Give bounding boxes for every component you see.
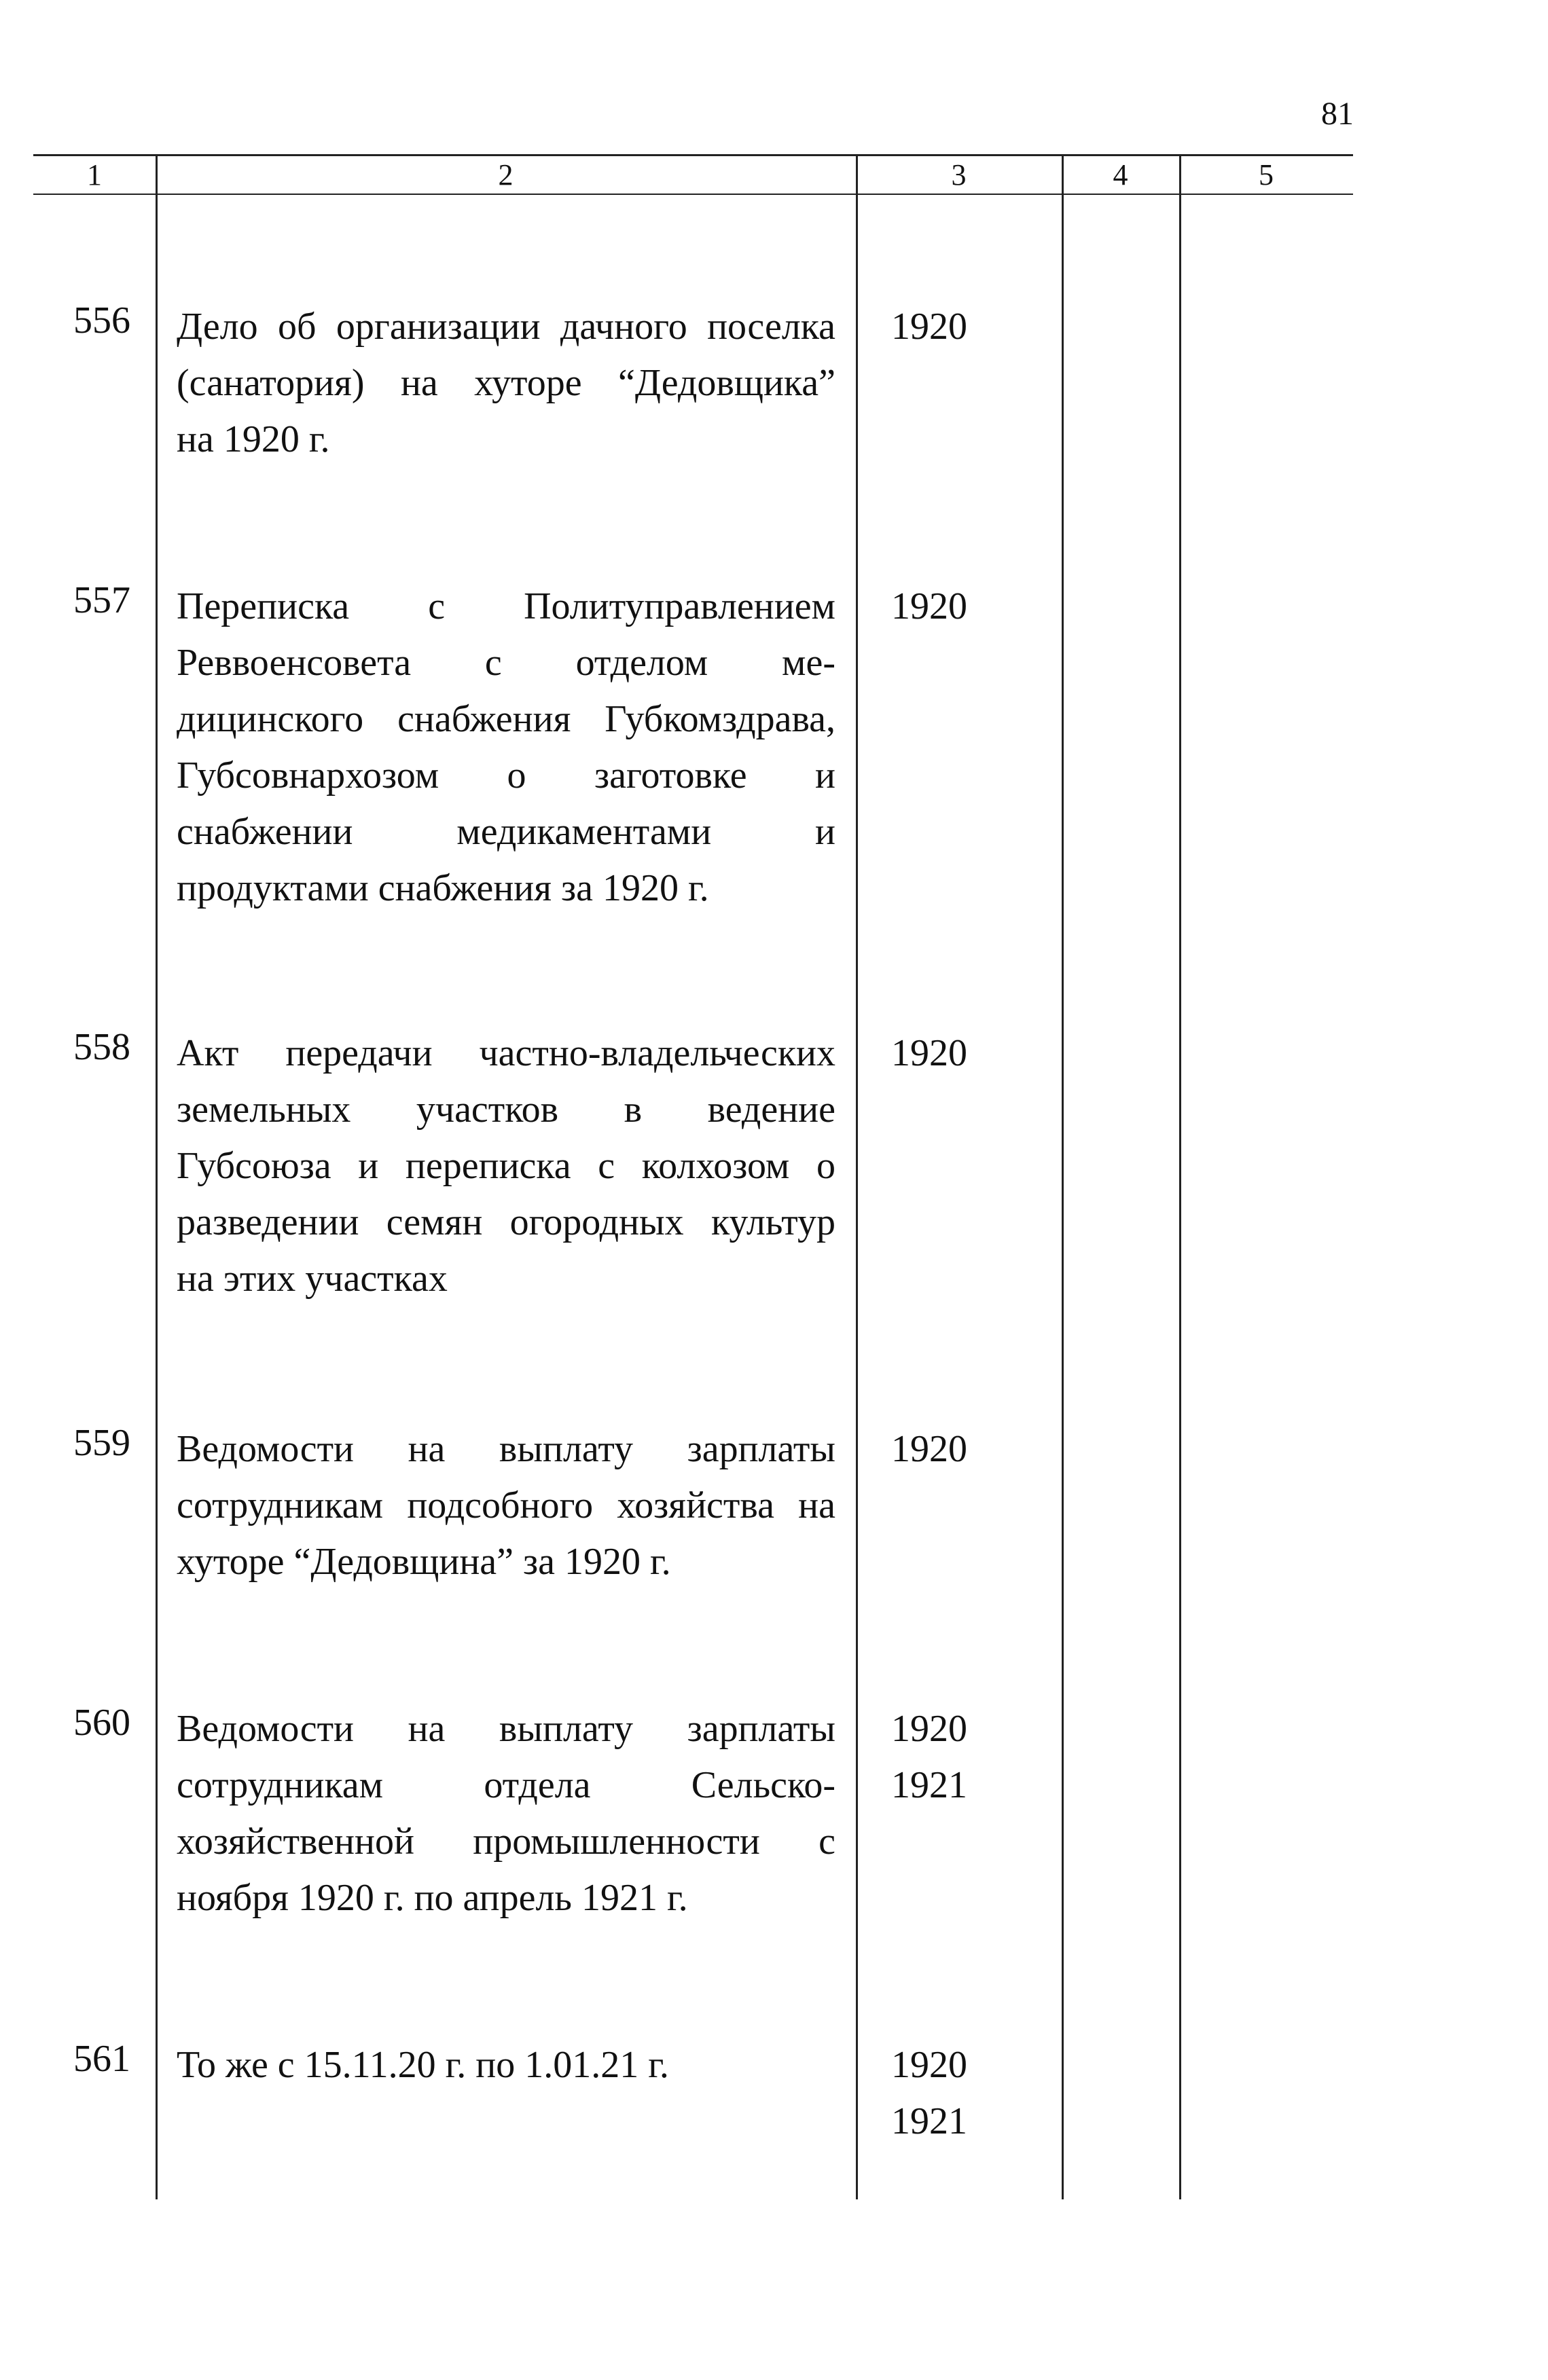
column-header-3: 3	[951, 158, 967, 191]
description-line: Губсовнархозом о заготовке и	[177, 754, 835, 797]
description-line: хуторе “Дедовщина” за 1920 г.	[177, 1541, 671, 1583]
record-description	[177, 1421, 835, 1590]
description-line: хозяйственной промышленности с	[177, 1820, 835, 1863]
description-line: на этих участках	[177, 1258, 448, 1300]
record-years	[891, 1701, 967, 1814]
description-line: Акт передачи частно-владельческих	[177, 1032, 835, 1074]
description-line: на 1920 г.	[177, 418, 330, 460]
column-divider	[1062, 154, 1064, 2199]
header-top-rule	[33, 154, 1353, 156]
year: 1920	[891, 585, 967, 627]
column-header-5: 5	[1259, 158, 1274, 191]
record-years	[891, 1025, 967, 1082]
record-years	[891, 579, 967, 635]
description-line: дицинского снабжения Губкомздрава,	[177, 698, 835, 740]
header-bottom-rule	[33, 194, 1353, 195]
description-line: (санатория) на хуторе “Дедовщика”	[177, 362, 835, 404]
column-header-1: 1	[87, 158, 102, 191]
record-description	[177, 579, 835, 917]
description-line: сотрудникам подсобного хозяйства на	[177, 1484, 835, 1526]
column-divider	[856, 154, 858, 2199]
record-number: 561	[73, 2038, 130, 2080]
description-line: разведении семян огородных культур	[177, 1201, 835, 1243]
record-description	[177, 299, 835, 468]
record-years	[891, 1421, 967, 1478]
description-line: Реввоенсовета с отделом ме-	[177, 642, 835, 684]
record-number: 556	[73, 299, 130, 342]
year: 1920	[891, 306, 967, 348]
description-line: сотрудникам отдела Сельско-	[177, 1764, 835, 1806]
column-divider	[1179, 154, 1181, 2199]
description-line: То же с 15.11.20 г. по 1.01.21 г.	[177, 2044, 669, 2086]
description-line: продуктами снабжения за 1920 г.	[177, 867, 709, 909]
column-divider	[156, 154, 158, 2199]
record-number: 558	[73, 1026, 130, 1068]
record-years	[891, 299, 967, 355]
description-line: снабжении медикаментами и	[177, 811, 835, 853]
record-description	[177, 1701, 835, 1926]
record-number: 557	[73, 579, 130, 621]
description-line: Дело об организации дачного поселка	[177, 306, 835, 348]
page-number: 81	[1321, 96, 1354, 132]
description-line: земельных участков в ведение	[177, 1088, 835, 1131]
description-line: Ведомости на выплату зарплаты	[177, 1708, 835, 1750]
description-line: Ведомости на выплату зарплаты	[177, 1428, 835, 1470]
record-number: 559	[73, 1422, 130, 1464]
column-header-2: 2	[498, 158, 514, 191]
year: 1921	[891, 1764, 967, 1806]
year: 1921	[891, 2100, 967, 2142]
record-years	[891, 2037, 967, 2150]
record-description	[177, 1025, 835, 1307]
description-line: Губсоюза и переписка с колхозом о	[177, 1145, 835, 1187]
record-description	[177, 2037, 835, 2093]
column-header-4: 4	[1113, 158, 1128, 191]
year: 1920	[891, 1708, 967, 1750]
year: 1920	[891, 1428, 967, 1470]
year: 1920	[891, 1032, 967, 1074]
record-number: 560	[73, 1702, 130, 1744]
description-line: Переписка с Политуправлением	[177, 585, 835, 627]
description-line: ноября 1920 г. по апрель 1921 г.	[177, 1877, 688, 1919]
year: 1920	[891, 2044, 967, 2086]
